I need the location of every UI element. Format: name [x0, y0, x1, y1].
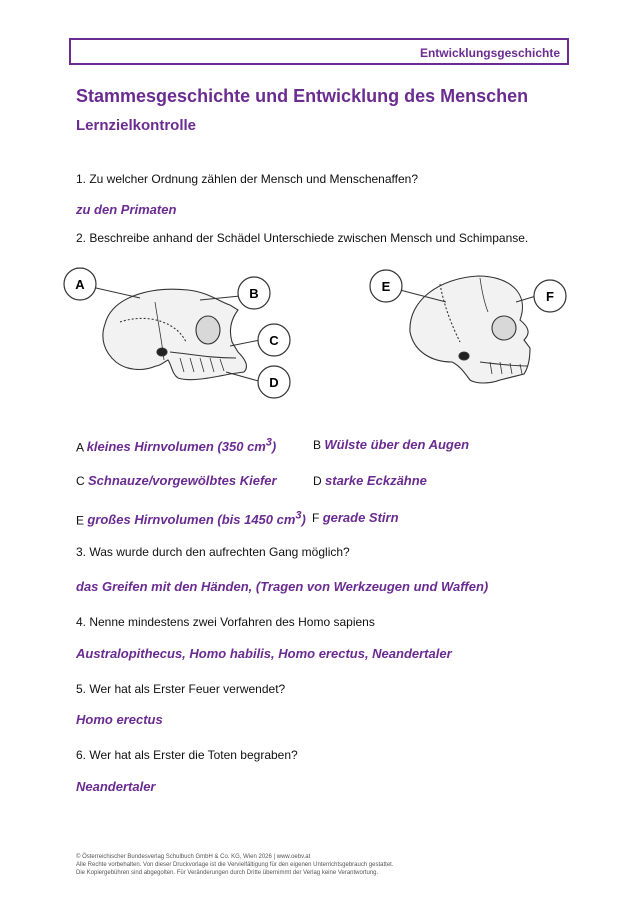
- chimpanzee-skull: [103, 289, 247, 379]
- pair-c-answer: Schnauze/vorgewölbtes Kiefer: [88, 473, 277, 488]
- marker-e-label: E: [381, 279, 391, 294]
- header-box: [69, 38, 569, 65]
- marker-b: [238, 277, 270, 309]
- marker-b-label: B: [249, 286, 259, 301]
- footer-line-3: Die Kopiergebühren sind abgegolten. Für Veränderungen durch Dritte übernimmt der Verlag keine Verantwortung.: [76, 870, 379, 876]
- skull-illustrations: [60, 262, 580, 412]
- pair-e-post: ): [301, 512, 306, 528]
- footer: [76, 853, 394, 877]
- answer-pair-b: [313, 437, 469, 452]
- pair-e-text: großes Hirnvolumen (bis 1450 cm: [87, 512, 296, 528]
- page-subtitle: Lernzielkontrolle: [76, 117, 197, 134]
- page-title: Stammesgeschichte und Entwicklung des Menschen: [76, 86, 529, 106]
- pair-f-letter: F: [312, 511, 320, 525]
- pair-d-answer: starke Eckzähne: [325, 473, 427, 488]
- pair-a-letter: A: [76, 440, 84, 455]
- pair-f-answer: gerade Stirn: [322, 510, 399, 525]
- header-label: Entwicklungsgeschichte: [419, 46, 560, 60]
- footer-line-2: Alle Rechte vorbehalten. Von dieser Druckvorlage ist die Vervielfältigung für den eigenen Unterrichtsgebrauch gestattet.: [76, 862, 394, 868]
- question-3: 3. Was wurde durch den aufrechten Gang möglich?: [76, 545, 350, 559]
- marker-c: [258, 324, 290, 356]
- answer-4: Australopithecus, Homo habilis, Homo erectus, Neandertaler: [76, 646, 452, 661]
- question-4: 4. Nenne mindestens zwei Vorfahren des Homo sapiens: [76, 615, 375, 629]
- question-5: 5. Wer hat als Erster Feuer verwendet?: [76, 682, 286, 696]
- marker-a: [64, 268, 96, 300]
- pair-a-answer: [87, 439, 277, 454]
- pair-e-answer: [87, 512, 305, 527]
- answer-pair-a: [76, 437, 276, 454]
- marker-f: [534, 280, 566, 312]
- answer-6: Neandertaler: [76, 779, 156, 794]
- marker-e: [370, 270, 402, 302]
- answer-pair-c: [76, 473, 277, 488]
- pair-e-sup: 3: [295, 510, 302, 522]
- pair-e-letter: E: [76, 513, 85, 528]
- human-skull: [410, 276, 530, 383]
- marker-d-label: D: [269, 375, 279, 390]
- pair-b-answer: Wülste über den Augen: [324, 437, 470, 452]
- pair-b-letter: B: [313, 438, 322, 452]
- pair-d-letter: D: [313, 474, 322, 488]
- marker-a-label: A: [75, 277, 85, 292]
- answer-3: das Greifen mit den Händen, (Tragen von Werkzeugen und Waffen): [76, 579, 489, 594]
- answer-pair-d: [313, 473, 427, 488]
- question-6: 6. Wer hat als Erster die Toten begraben?: [76, 748, 298, 762]
- pair-c-letter: C: [76, 474, 85, 488]
- marker-f-label: F: [546, 289, 554, 304]
- marker-d: [258, 366, 290, 398]
- question-1: 1. Zu welcher Ordnung zählen der Mensch und Menschenaffen?: [76, 172, 418, 186]
- answer-5: Homo erectus: [76, 712, 163, 727]
- marker-c-label: C: [269, 333, 279, 348]
- question-2: 2. Beschreibe anhand der Schädel Unterschiede zwischen Mensch und Schimpanse.: [76, 231, 529, 245]
- pair-a-sup: 3: [265, 437, 272, 449]
- answer-1: zu den Primaten: [76, 202, 177, 217]
- answer-pair-f: [312, 510, 399, 525]
- footer-line-1: © Österreichischer Bundesverlag Schulbuch GmbH & Co. KG, Wien 2026 | www.oebv.at: [76, 854, 311, 860]
- pair-a-post: ): [271, 439, 277, 455]
- answer-pair-e: [76, 510, 306, 527]
- pair-a-text: kleines Hirnvolumen (350 cm: [86, 439, 266, 455]
